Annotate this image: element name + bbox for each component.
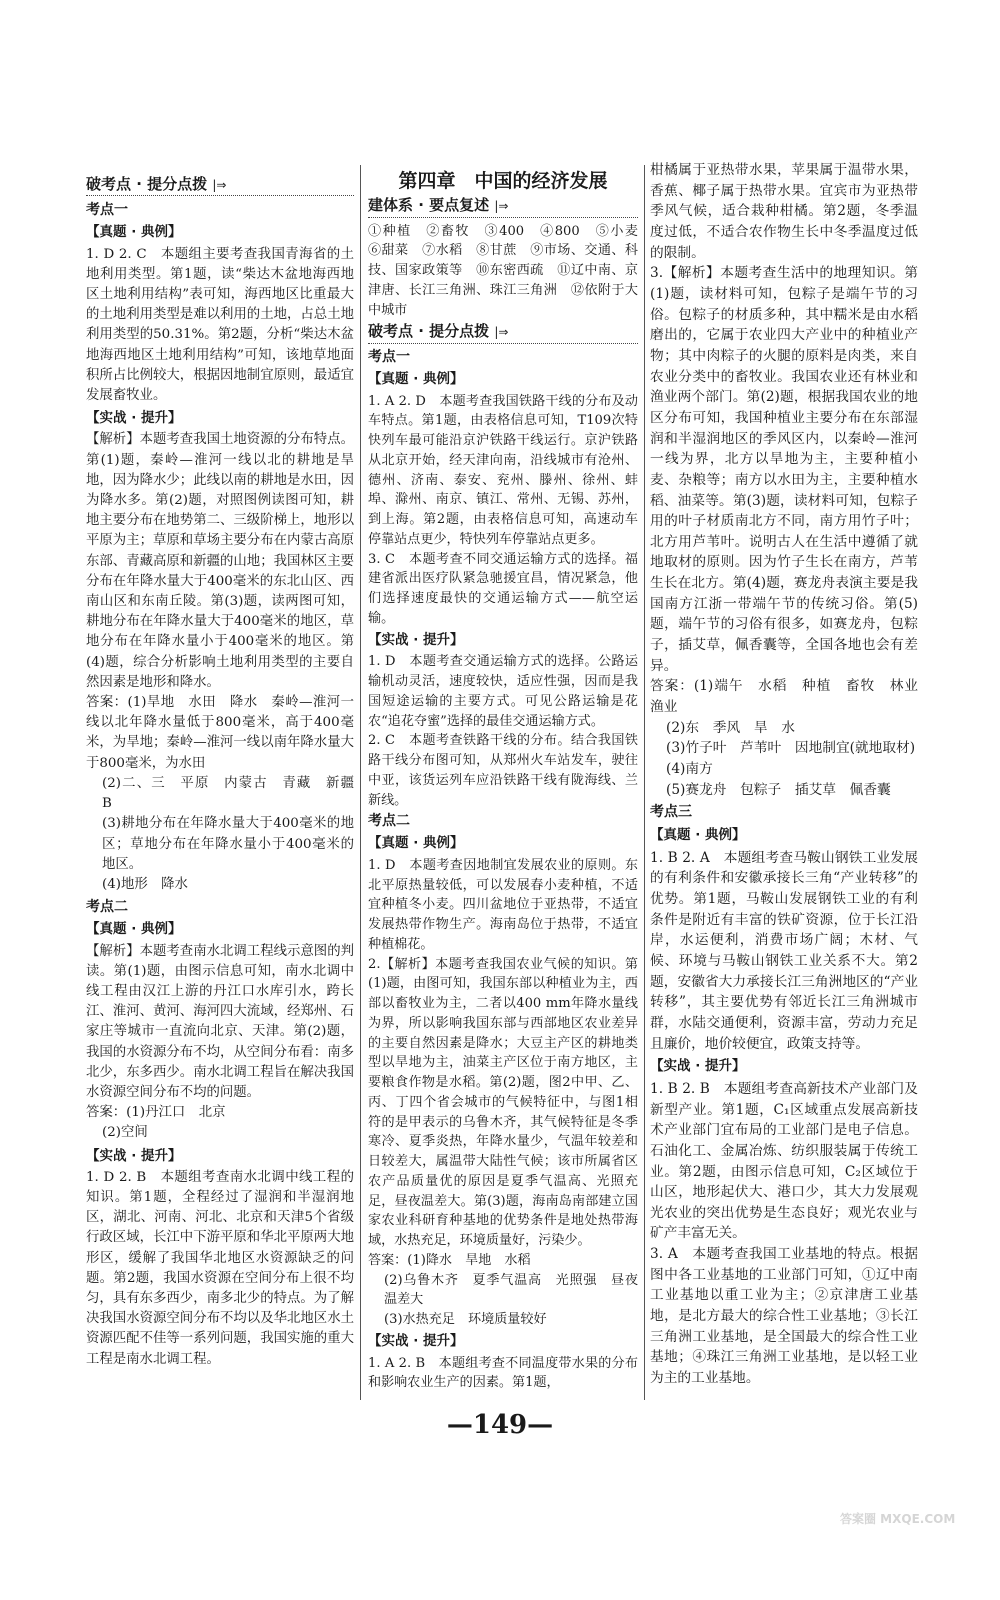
tag-label: 【实战 · 提升】 — [86, 410, 182, 427]
paragraph: 3. A 本题考查我国工业基地的特点。根据图中各工业基地的工业部门可知，①辽中南工业基地以重工业为主；②京津唐工业基地，是北方最大的综合性工业基地；③长江三角洲工业基地，是全国最大的综合性工业基地；④珠江三角洲工业基地，是以轻工业为主的工业基地。 — [650, 1246, 918, 1387]
answer: (4)南方 — [666, 761, 713, 778]
tag-label: 【真题 · 典例】 — [368, 370, 464, 387]
paragraph: 1. B 2. A 本题组考查马鞍山钢铁工业发展的有利条件和安徽承接长三角“产业转移”的优势。第1题，马鞍山发展钢铁工业的有利条件是附近有丰富的铁矿资源，位于长江沿岸，水运便利，消费市场广阔；木材、气候、环境与马鞍山钢铁工业关系不大。第2题，安徽省大力承接长江三角洲地区的“产业转移”，其主要优势有邻近长江三角洲城市群，水陆交通便利，资源丰富，劳动力充足且廉价，地价较便宜，政策支持等。 — [650, 849, 918, 1052]
paragraph: 1. D 2. B 本题组考查南水北调中线工程的知识。第1题，全程经过了湿润和半湿润地区，湖北、河南、河北、北京和天津5个省级行政区域，长江中下游平原和华北平原两大地形区，缓解了我国华北地区水资源缺乏的问题。第2题，我国水资源在空间分布上很不均匀，具有东多西少，南多北少的特点。为了解决我国水资源空间分布不均以及华北地区水土资源匹配不佳等一系列问题，我国实施的重大工程是南水北调工程。 — [86, 1169, 354, 1367]
topic-heading: 考点二 — [368, 813, 410, 830]
answer: (3)耕地分布在年降水量大于400毫米的地区；草地分布在年降水量小于400毫米的地区。 — [102, 816, 354, 872]
answer: (2)乌鲁木齐 夏季气温高 光照强 昼夜温差大 — [384, 1272, 638, 1308]
page-number: —149— — [446, 1410, 554, 1440]
paragraph: 1. D 本题考查交通运输方式的选择。公路运输机动灵活，速度较快，适应性强，因而是我国短途运输的主要方式。可见公路运输是花农“追花夺蜜”选择的最佳交通运输方式。 — [368, 654, 638, 729]
answer: 答案：(1)降水 旱地 水稻 — [368, 1252, 531, 1268]
topic-heading: 考点一 — [86, 202, 128, 219]
column-left — [86, 172, 368, 1370]
paragraph: 2. C 本题考查铁路干线的分布。结合我国铁路干线分布图可知，从郑州火车站发车，驶往中亚，该货运列车应沿铁路干线有陇海线、兰新线。 — [368, 733, 638, 808]
answer: (2)空间 — [102, 1125, 148, 1141]
tag-label: 【真题 · 典例】 — [86, 224, 182, 241]
paragraph: 1. A 2. D 本题考查我国铁路干线的分布及动车特点。第1题，由表格信息可知，T109次特快列车最可能沿京沪铁路干线运行。京沪铁路从北京开始，经天津向南，沿线城市有沧州、德州、济南、泰安、兖州、滕州、徐州、蚌埠、滁州、南京、镇江、常州、无锡、苏州，到上海。第2题，由表格信息可知，高速动车停靠站点更少，特快列车停靠站点更多。 — [368, 393, 638, 547]
answer: 答案：(1)丹江口 北京 — [86, 1105, 226, 1121]
column-divider-2 — [644, 165, 645, 1400]
paragraph: 2.【解析】本题考查我国农业气候的知识。第(1)题，由图可知，我国东部以种植业为主，西部以畜牧业为主，二者以400 mm年降水量线为界，所以影响我国东部与西部地区农业差异的主要自然因素是降水；大豆主产区的耕地类型以旱地为主，油菜主产区位于南方地区，主要粮食作物是水稻。第(2)题，图2中甲、乙、丙、丁四个省会城市的气候特征中，与图1相符的是甲表示的乌鲁木齐，其气候特征是冬季寒冷、夏季炎热，年降水量少，气温年较差和日较差大，属温带大陆性气候；该市所属省区农产品质量优的原因是夏季气温高、光照充足，昼夜温差大。第(3)题，海南岛南部建立国家农业科研育种基地的优势条件是地处热带海域，水热充足，环境质量好，污染少。 — [368, 956, 638, 1248]
tag-label: 【实战 · 提升】 — [368, 1332, 464, 1349]
section-heading: 破考点 · 提分点拨 |⇒ — [86, 174, 354, 196]
answer: 答案：(1)旱地 水田 降水 秦岭—淮河一线以北年降水量低于800毫米，高于400毫米，为旱地；秦岭—淮河一线以南年降水量大于800毫米，为水田 — [86, 695, 354, 771]
tag-label: 【真题 · 典例】 — [86, 921, 182, 938]
section-heading: 建体系 · 要点复述 |⇒ — [368, 196, 638, 218]
answer: (4)地形 降水 — [102, 876, 188, 892]
paragraph: 柑橘属于亚热带水果，苹果属于温带水果，香蕉、椰子属于热带水果。宜宾市为亚热带季风气候，适合栽种柑橘。第2题，冬季温度过低，不适合农作物生长中冬季温度过低的限制。 — [650, 162, 918, 261]
tag-label: 【实战 · 提升】 — [368, 631, 464, 648]
answer: (3)水热充足 环境质量较好 — [384, 1312, 547, 1327]
answer: (5)赛龙舟 包粽子 插艾草 佩香囊 — [666, 781, 891, 798]
paragraph: 【解析】本题考查我国土地资源的分布特点。第(1)题，秦岭—淮河一线以北的耕地是旱地，因为降水少；此线以南的耕地是水田，因为降水多。第(2)题，对照图例读图可知，耕地主要分布在地势第二、三级阶梯上，地形以平原为主；草原和草场主要分布在内蒙古高原东部、青藏高原和新疆的山地；我国林区主要分布在年降水量大于400毫米的东北山区、西南山区和东南丘陵。第(3)题，读两图可知，耕地分布在年降水量大于400毫米的地区，草地分布在年降水量小于400毫米的地区。第(4)题，综合分析影响土地利用类型的主要自然因素是地形和降水。 — [86, 432, 354, 690]
paragraph: 3. C 本题考查不同交通运输方式的选择。福建省派出医疗队紧急驰援宜昌，情况紧急，他们选择速度最快的交通运输方式——航空运输。 — [368, 551, 638, 626]
paragraph: 3.【解析】本题考查生活中的地理知识。第(1)题，读材料可知，包粽子是端午节的习俗。包粽子的材质多种，其中糯米是由水稻磨出的，它属于农业四大产业中的种植业产物；其中肉粽子的火腿的原料是肉类，来自农业分类中的畜牧业。我国农业还有林业和渔业两个部门。第(2)题，根据我国农业的地区分布可知，我国种植业主要分布在东部湿润和半湿润地区的季风区内，以秦岭—淮河一线为界，北方以旱地为主，主要种植小麦、杂粮等；南方以水田为主，主要种植水稻、油菜等。第(3)题，读材料可知，包粽子用的叶子材质南北方不同，南方用竹子叶；北方用芦苇叶。说明古人在生活中遵循了就地取材的原则。因为竹子生长在南方，芦苇生长在北方。第(4)题，赛龙舟表演主要是我国南方江浙一带端午节的传统习俗。第(5)题，端午节的习俗有很多，如赛龙舟，包粽子，插艾草，佩香囊等，全国各地也会有差异。 — [650, 265, 918, 674]
chapter-title: 第四章 中国的经济发展 — [398, 170, 608, 192]
tag-label: 【实战 · 提升】 — [650, 1058, 746, 1075]
answer: (3)竹子叶 芦苇叶 因地制宜(就地取材) — [666, 740, 916, 757]
paragraph: 1. B 2. B 本题组考查高新技术产业部门及新型产业。第1题，C₁区域重点发展高新技术产业部门宜布局的工业部门是电子信息。石油化工、金属冶炼、纺织服装属于传统工业。第2题，由图示信息可知，C₂区域位于山区，地形起伏大、港口少，其大力发展观光农业的突出优势是生态良好；观光农业与矿产丰富无关。 — [650, 1080, 918, 1242]
column-middle — [368, 170, 652, 1393]
paragraph: 【解析】本题考查南水北调工程线示意图的判读。第(1)题，由图示信息可知，南水北调中线工程由汉江上游的丹江口水库引水，跨长江、淮河、黄河、海河四大流域，经郑州、石家庄等城市一直流向北京、天津。第(2)题，我国的水资源分布不均，从空间分布看：南多北少，东多西少。南水北调工程旨在解决我国水资源空间分布不均的问题。 — [86, 943, 354, 1100]
tag-label: 【真题 · 典例】 — [368, 835, 464, 851]
column-right — [650, 160, 932, 1389]
paragraph: 1. A 2. B 本题组考查不同温度带水果的分布和影响农业生产的因素。第1题， — [368, 1355, 638, 1391]
answer: (2)东 季风 旱 水 — [666, 719, 795, 736]
topic-heading: 考点一 — [368, 349, 410, 365]
tag-label: 【真题 · 典例】 — [650, 827, 746, 843]
paragraph: 1. D 本题考查因地制宜发展农业的原则。东北平原热量较低，可以发展春小麦种植，不适宜种植冬小麦。四川盆地位于亚热带，不适宜发展热带作物生产。海南岛位于热带，不适宜种植棉花。 — [368, 857, 638, 952]
tag-label: 【实战 · 提升】 — [86, 1147, 182, 1164]
paragraph: ①种植 ②畜牧 ③400 ④800 ⑤小麦 ⑥甜菜 ⑦水稻 ⑧甘蔗 ⑨市场、交通、科技、国家政策等 ⑩东密西疏 ⑪辽中南、京津唐、长江三角洲、珠江三角洲 ⑫依附于大中城市 — [368, 223, 652, 318]
topic-heading: 考点二 — [86, 899, 128, 916]
paragraph: 1. D 2. C 本题组主要考查我国青海省的土地利用类型。第1题，读“柴达木盆地海西地区土地利用结构”表可知，海西地区比重最大的土地利用类型是难以利用的土地，占总土地利用类型的50.31%。第2题，分析“柴达木盆地海西地区土地利用结构”可知，该地草地面积所占比例较大，根据因地制宜原则，最适宜发展畜牧业。 — [86, 246, 354, 404]
topic-heading: 考点三 — [650, 804, 692, 821]
watermark-logo: 答案圈 MXQE.COM — [840, 1512, 956, 1526]
answer: 答案：(1)端午 水稻 种植 畜牧 林业 渔业 — [650, 678, 932, 716]
answer: (2)二、三 平原 内蒙古 青藏 新疆 B — [102, 775, 368, 812]
section-heading: 破考点 · 提分点拨 |⇒ — [368, 322, 638, 344]
